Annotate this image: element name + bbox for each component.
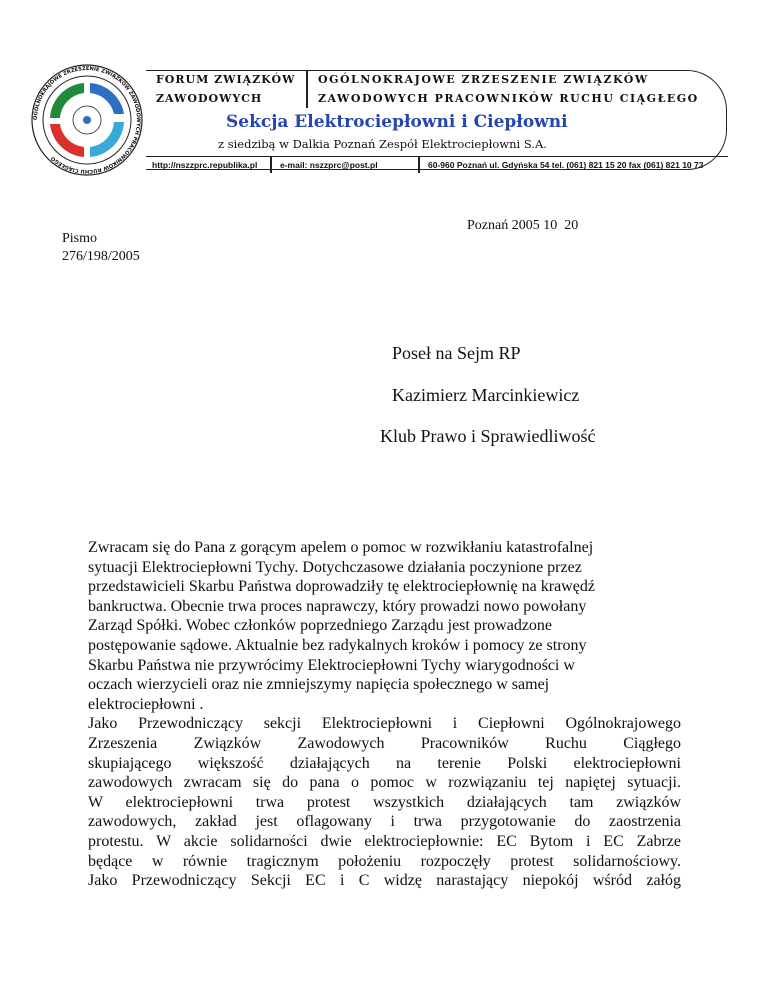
org-right-line2: ZAWODOWYCH PRACOWNIKÓW RUCHU CIĄGŁEGO [318,92,699,105]
paragraph-1 [88,538,681,714]
contact-divider [418,157,420,173]
email-link[interactable]: e-mail: nszzprc@post.pl [280,160,378,170]
letter-body [88,538,681,891]
text-line: Zarząd Spółki. Wobec członków poprzedniego Zarządu jest prowadzone [88,617,553,635]
logo-ring-text: OGÓLNOKRAJOWE ZRZESZENIE ZWIĄZKÓW ZAWODOWYCH PRACOWNIKÓW RUCHU CIĄGŁEGO [32,65,142,175]
text-line: sytuacji Elektrociepłowni Tychy. Dotychczasowe działania poczynione przez [88,558,582,576]
union-logo [28,62,146,178]
text-line: zawodowych zwracam się do pana o pomoc w rozwiązaniu tej napiętej sytuacji. [88,774,681,792]
text-line: przedstawicieli Skarbu Państwa doprowadziły tę elektrociepłownię na krawędź [88,578,595,596]
text-line: oczach wierzycieli oraz nie zmniejszymy napięcia społecznego w samej [88,676,550,694]
text-line: zawodowych, zakład jest oflagowany i trwa przygotowanie do zaostrzenia [88,813,681,831]
reference-number: 276/198/2005 [62,249,140,264]
text-line: protestu. W akcie solidarności dwie elektrociepłownie: EC Bytom i EC Zabrze [88,832,681,850]
text-line: Jako Przewodniczący Sekcji EC i C widzę narastający niepokój wśród załóg [88,872,681,890]
section-title: Sekcja Elektrociepłowni i Ciepłowni [226,112,568,132]
letterhead [28,50,728,178]
reference-label: Pismo [62,231,98,246]
org-left-line1: FORUM ZWIĄZKÓW [156,73,296,86]
website-link[interactable]: http://nszzprc.republika.pl [152,160,258,170]
text-line: W elektrociepłowni trwa protest wszystkich działających tam związków [88,793,681,811]
text-line: postępowanie sądowe. Aktualnie bez radykalnych kroków i pomocy ze strony [88,636,587,654]
text-line: skupiającego większość działających na terenie Polski elektrociepłowni [88,754,681,772]
contact-row [146,156,728,173]
text-line: będące w równie tragicznym położeniu rozpoczęły protest solidarnościowy. [88,852,681,870]
text-line: elektrociepłowni . [88,695,204,713]
org-name-forum [156,70,295,108]
recipient-name: Kazimierz Marcinkiewicz [392,385,580,405]
text-line: Skarbu Państwa nie przywrócimy Elektrociepłowni Tychy wiarygodności w [88,656,575,674]
contact-divider [270,157,272,173]
recipient-title: Poseł na Sejm RP [392,343,521,363]
text-line: Zrzeszenia Związków Zawodowych Pracowników Ruchu Ciągłego [88,734,681,752]
org-left-line2: ZAWODOWYCH [156,92,263,105]
text-line: Zwracam się do Pana z gorącym apelem o pomoc w rozwikłaniu katastrofalnej [88,539,594,556]
recipient-club: Klub Prawo i Sprawiedliwość [380,426,596,446]
paragraph-2 [88,714,681,890]
place-date: Poznań 2005 10 20 [467,218,579,233]
org-name-zrzeszenie [318,70,699,108]
org-divider [306,70,308,108]
reference [62,230,140,266]
text-line: bankructwa. Obecnie trwa proces naprawczy, który prowadzi nowo powołany [88,597,587,615]
postal-address: 60-960 Poznań ul. Gdyńska 54 tel. (061) 821 15 20 fax (061) 821 10 73 [428,160,704,170]
org-right-line1: OGÓLNOKRAJOWE ZRZESZENIE ZWIĄZKÓW [318,73,649,86]
text-line: Jako Przewodniczący sekcji Elektrociepłowni i Ciepłowni Ogólnokrajowego [88,715,681,733]
section-subtitle: z siedzibą w Dalkia Poznań Zespół Elektrociepłowni S.A. [218,137,547,151]
